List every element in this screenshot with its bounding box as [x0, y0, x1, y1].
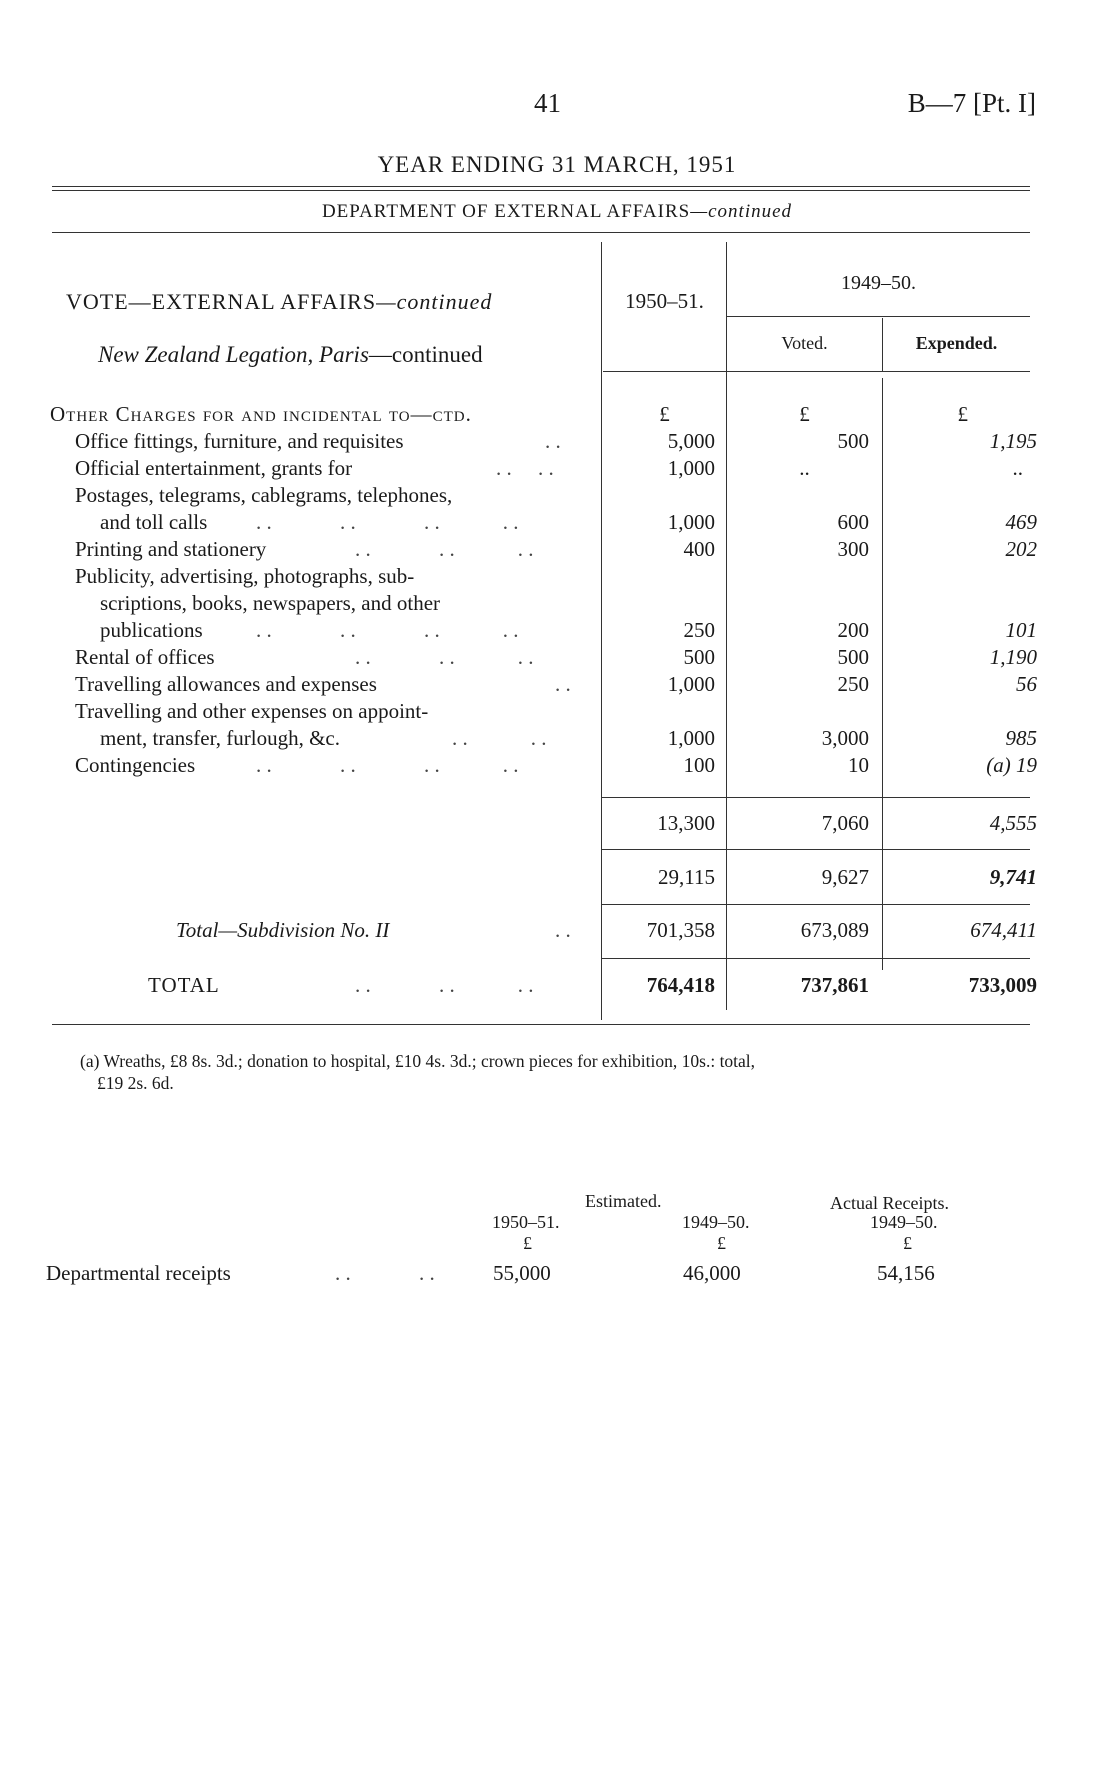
column-header-1950-51: 1950–51. — [625, 289, 704, 313]
item-label: Printing and stationery — [75, 537, 267, 561]
rule — [601, 797, 1030, 798]
total-subdivision-expended: 674,411 — [970, 918, 1037, 942]
year-title: YEAR ENDING 31 MARCH, 1951 — [377, 152, 737, 177]
currency-voted: £ — [799, 402, 810, 426]
item-label: Office fittings, furniture, and requisites — [75, 429, 404, 453]
receipts-col-b-currency: £ — [717, 1233, 726, 1253]
receipts-value-1950-51: 55,000 — [493, 1261, 551, 1285]
subtotal-voted: 9,627 — [821, 865, 869, 889]
total-expended: 733,009 — [968, 973, 1037, 997]
footnote-line-2: £19 2s. 6d. — [97, 1073, 174, 1093]
subtotal-expended: 9,741 — [989, 865, 1037, 889]
value-voted: 250 — [837, 672, 869, 696]
department-continued: —continued — [690, 201, 793, 222]
leader-dots: . . . . . . — [355, 973, 534, 997]
receipts-value-actual: 54,156 — [877, 1261, 935, 1285]
table-row — [0, 536, 1114, 563]
vote-subtitle — [98, 342, 483, 368]
footnote-line-1: (a) Wreaths, £8 8s. 3d.; donation to hospital, £10 4s. 3d.; crown pieces for exhibition, 10s.: total, — [80, 1051, 756, 1071]
table-row — [0, 590, 1114, 617]
total-label: TOTAL — [148, 973, 220, 997]
vote-subtitle-continued: —continued — [368, 342, 483, 367]
receipts-col-a-currency: £ — [523, 1233, 532, 1253]
value-1950-51: 400 — [683, 537, 715, 561]
value-expended: 469 — [1005, 510, 1037, 534]
value-1950-51: 100 — [683, 753, 715, 777]
item-label: publications — [100, 618, 203, 642]
total-row — [0, 972, 1114, 999]
value-expended: 1,190 — [989, 645, 1037, 669]
page-number: 41 — [534, 88, 561, 118]
value-expended: (a) 19 — [986, 753, 1037, 777]
subtotal-expended: 4,555 — [989, 811, 1037, 835]
table-row — [0, 752, 1114, 779]
leader-dots: . . . . . . — [355, 645, 534, 669]
receipts-actual-heading: Actual Receipts. — [830, 1193, 949, 1213]
rule — [52, 186, 1030, 187]
total-1950-51: 764,418 — [646, 973, 715, 997]
value-voted: 10 — [848, 753, 869, 777]
section-heading: Other Charges for and incidental to—ctd. — [50, 402, 472, 426]
table-row — [0, 617, 1114, 644]
leader-dots: . . — [555, 918, 571, 942]
leader-dots: . . . . . . . . — [256, 618, 519, 642]
value-voted: 200 — [837, 618, 869, 642]
rule — [601, 958, 1030, 959]
table-row — [0, 725, 1114, 752]
subtotal-row — [0, 810, 1114, 837]
currency-expended: £ — [957, 402, 968, 426]
table-row — [0, 563, 1114, 590]
leader-dots: . . . . . . . . — [256, 753, 519, 777]
item-label: Postages, telegrams, cablegrams, telephones, — [75, 483, 453, 507]
rule — [601, 849, 1030, 850]
table-row — [0, 455, 1114, 482]
value-voted: 500 — [837, 645, 869, 669]
receipts-label: Departmental receipts — [46, 1261, 231, 1285]
vote-title-continued: —continued — [376, 289, 493, 314]
rule — [52, 1024, 1030, 1025]
table-row — [0, 482, 1114, 509]
value-1950-51: 500 — [683, 645, 715, 669]
item-label: Publicity, advertising, photographs, sub- — [75, 564, 415, 588]
section-heading-row — [0, 401, 1114, 428]
receipts-col-a-year: 1950–51. — [492, 1212, 560, 1232]
item-label: and toll calls — [100, 510, 208, 534]
vote-title-text: VOTE—EXTERNAL AFFAIRS — [66, 289, 377, 314]
receipts-estimated-heading: Estimated. — [585, 1191, 662, 1211]
column-group-1949-50: 1949–50. — [841, 272, 916, 294]
receipts-value-1949-50: 46,000 — [683, 1261, 741, 1285]
rule — [601, 904, 1030, 905]
table-row — [0, 509, 1114, 536]
item-label: ment, transfer, furlough, &c. — [100, 726, 341, 750]
leader-dots: . . . . — [452, 726, 547, 750]
column-rule — [882, 318, 883, 372]
rule — [52, 190, 1030, 191]
value-1950-51: 1,000 — [667, 510, 715, 534]
value-1950-51: 250 — [683, 618, 715, 642]
department-heading — [0, 201, 1114, 223]
item-label: scriptions, books, newspapers, and other — [100, 591, 441, 615]
total-subdivision-label: Total—Subdivision No. II — [176, 918, 390, 942]
department-name: DEPARTMENT OF EXTERNAL AFFAIRS — [321, 201, 691, 222]
leader-dots: . . — [545, 429, 561, 453]
item-label: Rental of offices — [75, 645, 215, 669]
value-1950-51: 1,000 — [667, 456, 715, 480]
vote-title — [66, 289, 492, 315]
footnote — [80, 1050, 755, 1094]
value-expended: 56 — [1016, 672, 1037, 696]
subtotal-1950-51: 13,300 — [657, 811, 715, 835]
subtotal-row — [0, 864, 1114, 891]
table-row — [0, 698, 1114, 725]
value-expended: 1,195 — [989, 429, 1037, 453]
value-1950-51: 1,000 — [667, 726, 715, 750]
value-expended: 985 — [1005, 726, 1037, 750]
receipts-col-b-year: 1949–50. — [682, 1212, 750, 1232]
value-voted: 300 — [837, 537, 869, 561]
total-subdivision-row — [0, 917, 1114, 944]
item-label: Travelling allowances and expenses — [75, 672, 377, 696]
value-expended: 101 — [1005, 618, 1037, 642]
currency-1950-51: £ — [659, 402, 670, 426]
total-voted: 737,861 — [800, 973, 869, 997]
value-voted: 500 — [837, 429, 869, 453]
value-voted: 600 — [837, 510, 869, 534]
receipts-col-c-currency: £ — [903, 1233, 912, 1253]
item-label: Official entertainment, grants for — [75, 456, 353, 480]
rule — [603, 371, 1030, 372]
vote-subtitle-text: New Zealand Legation, Paris — [98, 342, 369, 367]
column-header-voted: Voted. — [781, 333, 828, 353]
table-row — [0, 644, 1114, 671]
leader-dots: . . — [555, 672, 571, 696]
total-subdivision-voted: 673,089 — [800, 918, 869, 942]
subtotal-voted: 7,060 — [821, 811, 869, 835]
leader-dots: . . . . — [496, 456, 554, 480]
subtotal-1950-51: 29,115 — [658, 865, 715, 889]
rule — [52, 232, 1030, 233]
item-label: Travelling and other expenses on appoint- — [75, 699, 429, 723]
rule — [727, 316, 1030, 317]
receipts-col-c-year: 1949–50. — [870, 1212, 938, 1232]
leader-dots: . . . . — [335, 1261, 435, 1285]
value-expended: .. — [1012, 456, 1023, 480]
value-voted: 3,000 — [821, 726, 869, 750]
receipts-row — [0, 1260, 1114, 1287]
value-expended: 202 — [1005, 537, 1037, 561]
leader-dots: . . . . . . — [355, 537, 534, 561]
item-label: Contingencies — [75, 753, 196, 777]
table-row — [0, 671, 1114, 698]
column-header-expended: Expended. — [915, 333, 998, 353]
table-row — [0, 428, 1114, 455]
value-1950-51: 1,000 — [667, 672, 715, 696]
value-1950-51: 5,000 — [667, 429, 715, 453]
leader-dots: . . . . . . . . — [256, 510, 519, 534]
document-reference: B—7 [Pt. I] — [907, 88, 1036, 118]
value-voted: .. — [799, 456, 810, 480]
total-subdivision-1950-51: 701,358 — [646, 918, 715, 942]
